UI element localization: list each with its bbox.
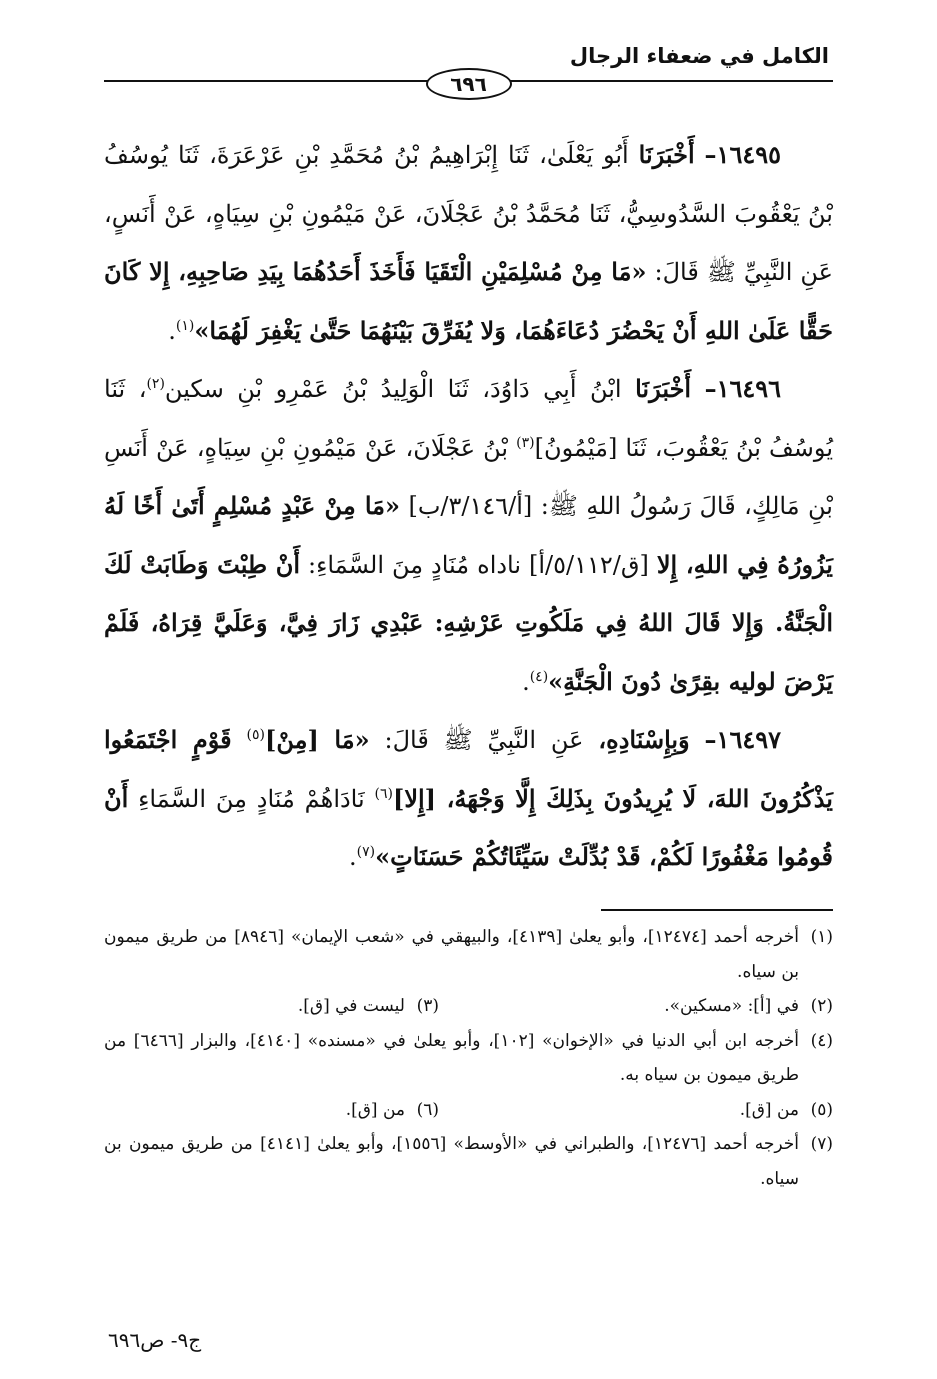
footnote-ref: (٦) (374, 785, 393, 802)
footnote-ref: (١) (175, 317, 195, 334)
footnote-ref: (٤) (529, 668, 549, 685)
matn-quote: «مَا مِنْ مُسْلِمَيْنِ الْتَقَيَا فَأَخَذَ أَحَدُهُمَا بِيَدِ صَاحِبِهِ، إِلا كَانَ حَقًّا عَلَىٰ اللهِ أَنْ يَحْضُرَ دُعَاءَهُمَا، وَلا يُفَرِّقَ بَيْنَهُمَا حَتَّىٰ يَغْفِرَ لَهُمَا» (104, 257, 833, 345)
footnote-6 (346, 1093, 439, 1128)
footnote-2 (439, 989, 833, 1024)
footnote-number: (١) (810, 927, 833, 947)
isnad-text: ، ثَنَا يُوسُفُ بْنُ يَعْقُوبَ، ثَنَا [مَيْمُونُ] (104, 375, 833, 462)
footnote-number: (٥) (810, 1099, 833, 1120)
footnote-ref: (٥) (246, 727, 265, 743)
footnote-1 (104, 920, 833, 989)
footnote-row (104, 1093, 833, 1128)
footnote-text: أخرجه ابن أبي الدنيا في «الإخوان» [١٠٢]، وأبو يعلىٰ في «مسنده» [٤١٤٠]، والبزار [٦٤٦٦] من طريق ميمون بن سياه به. (104, 1030, 799, 1085)
footnote-number: (٧) (810, 1134, 834, 1154)
footnote-7 (104, 1127, 833, 1196)
footnote-text: من [ق]. (345, 1099, 405, 1120)
matn-text: نَادَاهُمْ مُنَادٍ مِنَ السَّمَاءِ (138, 784, 365, 813)
hadith-16496 (104, 360, 833, 711)
matn-quote: «مَا [مِنْ] (264, 725, 370, 754)
matn-quote: «مَا مِنْ عَبْدٍ مُسْلِمٍ أَتَىٰ أَخًا لَهُ يَزُورُهُ فِي اللهِ، إِلا (104, 491, 833, 579)
footnote-ref: (٧) (356, 844, 376, 860)
footnote-5 (439, 1093, 833, 1128)
footnote-text: أخرجه أحمد [١٢٤٧٦]، والطبراني في «الأوسط» [١٥٥٦]، وأبو يعلىٰ [٤١٤١] من طريق ميمون بن سياه. (104, 1134, 800, 1189)
footnote-ref: (٣) (516, 434, 535, 451)
sentence-end: . (349, 843, 357, 871)
hadith-number: ١٦٤٩٧– (704, 725, 781, 754)
lead-word: أَخْبَرَنَا (638, 140, 695, 169)
footnote-4 (104, 1024, 833, 1093)
footnote-number: (٣) (416, 996, 439, 1016)
footnote-number: (٤) (810, 1030, 833, 1051)
footnote-number: (٢) (810, 996, 833, 1016)
matn-quote: أَنْ قُومُوا مَغْفُورًا لَكُمْ، قَدْ بُدِّلَتْ سَيِّئَاتُكُمْ حَسَنَاتٍ» (104, 783, 833, 871)
main-text (104, 126, 833, 887)
footnote-rule (601, 909, 833, 911)
footnote-text: في [أ]: «مسكين». (664, 996, 799, 1016)
isnad-text: أَبُو يَعْلَىٰ، ثَنَا إِبْرَاهِيمُ بْنُ مُحَمَّدِ بْنِ عَرْعَرَةَ، ثَنَا يُوسُفُ بْنُ يَعْقُوبَ السَّدُوسِيُّ، ثَنَا مُحَمَّدُ بْنُ عَجْلَانَ، عَنْ مَيْمُونِ بْنِ سِيَاهٍ، عَنْ أَنَسٍ، عَنِ النَّبِيِّ ﷺ قَالَ: (104, 141, 834, 286)
isnad-text: بْنُ عَجْلَانَ، عَنْ مَيْمُونِ بْنِ سِيَاهٍ، عَنْ أَنَسِ بْنِ مَالِكٍ، قَالَ رَسُولُ اللهِ ﷺ: [أ/٣/١٤٦/ب] (104, 433, 833, 520)
lead-word: وَبِإِسْنَادِهِ، (598, 725, 690, 754)
volume-page-marker: ج٩- ص٦٩٦ (108, 1328, 202, 1352)
sentence-end: . (168, 316, 176, 345)
footnote-3 (298, 989, 439, 1024)
page-number-badge: ٦٩٦ (426, 68, 512, 100)
footnotes (104, 920, 833, 1196)
footnote-text: ليست في [ق]. (297, 996, 405, 1016)
footnote-row (104, 989, 833, 1024)
hadith-16495 (104, 126, 833, 360)
matn-quote: أَنْ طِبْتَ وَطَابَتْ لَكَ الْجَنَّةُ. وَإِلا قَالَ اللهُ فِي مَلَكُوتِ عَرْشِهِ: عَبْدِي زَارَ فِيَّ، وَعَلَيَّ قِرَاهُ، فَلَمْ يَرْضَ لوليه بقِرًىٰ دُونَ الْجَنَّةِ» (104, 549, 833, 696)
matn-quote: قَوْمٍ اجْتَمَعُوا يَذْكُرُونَ اللهَ، لَا يُرِيدُونَ بِذَلِكَ إِلَّا وَجْهَهُ، [إِلا] (104, 725, 833, 813)
isnad-text: عَنِ النَّبِيِّ ﷺ قَالَ: (384, 726, 584, 754)
manuscript-ref: [ق/٥/١١٢/أ] ناداه مُنَادٍ مِنَ السَّمَاءِ: (308, 550, 649, 579)
footnote-ref: (٢) (146, 376, 165, 392)
hadith-number: ١٦٤٩٦– (704, 374, 782, 403)
running-title: الكامل في ضعفاء الرجال (569, 44, 829, 68)
footnote-text: أخرجه أحمد [١٢٤٧٤]، وأبو يعلىٰ [٤١٣٩]، والبيهقي في «شعب الإيمان» [٨٩٤٦] من طريق ميمون بن سياه. (104, 927, 799, 982)
footnote-number: (٦) (416, 1099, 439, 1120)
lead-word: أَخْبَرَنَا (635, 374, 692, 403)
sentence-end: . (522, 667, 530, 696)
isnad-text: ابْنُ أَبِي دَاوُدَ، ثَنَا الْوَلِيدُ بْنُ عَمْرِو بْنِ سكين (164, 375, 622, 403)
footnote-text: من [ق]. (739, 1099, 799, 1120)
hadith-number: ١٦٤٩٥– (704, 140, 781, 169)
hadith-16497 (104, 711, 833, 887)
